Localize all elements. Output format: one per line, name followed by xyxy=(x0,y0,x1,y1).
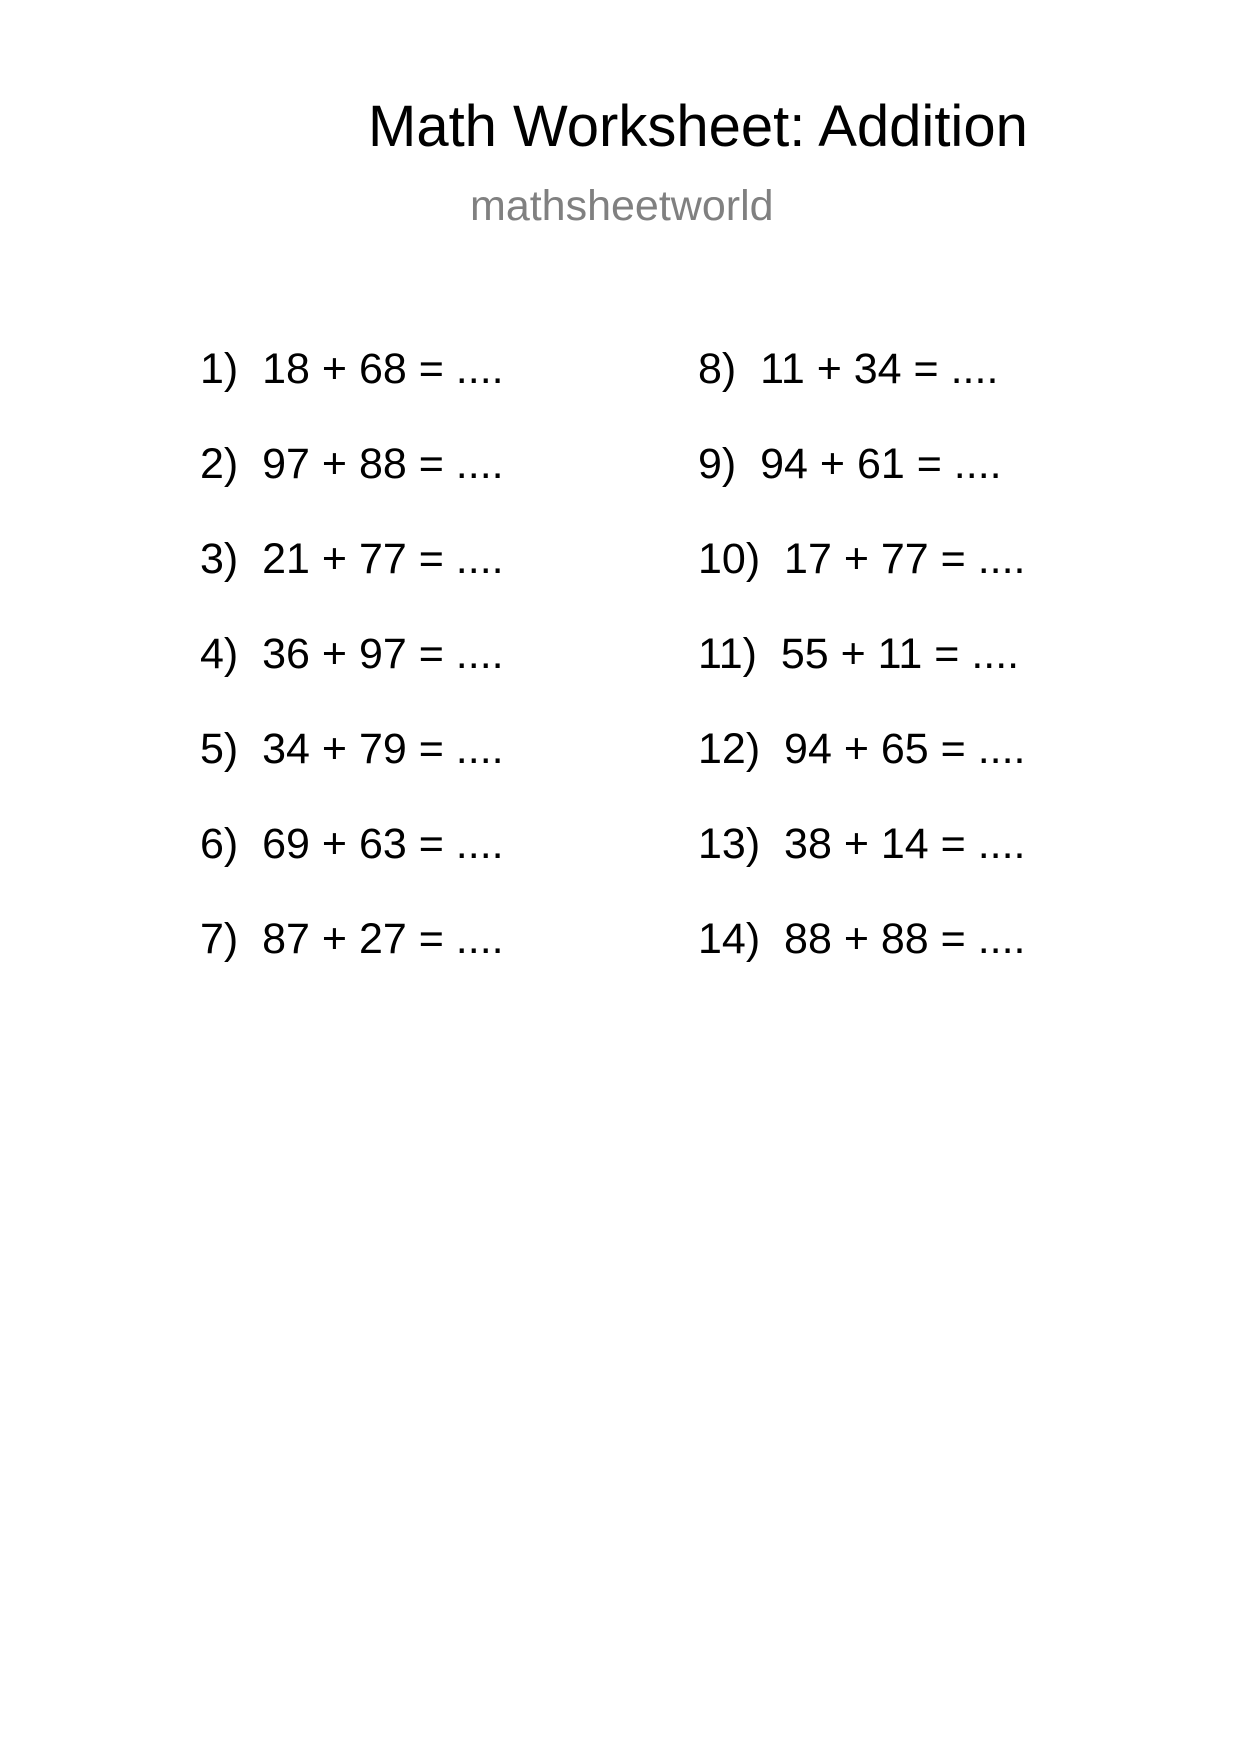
problem-5: 5) 34 + 79 = .... xyxy=(200,725,504,773)
problems-left-column xyxy=(200,345,504,1013)
problem-6: 6) 69 + 63 = .... xyxy=(200,820,504,868)
problems-right-column xyxy=(698,345,1026,1013)
problem-4: 4) 36 + 97 = .... xyxy=(200,630,504,678)
problem-14: 14) 88 + 88 = .... xyxy=(698,915,1026,963)
problem-11: 11) 55 + 11 = .... xyxy=(698,630,1020,678)
problem-3: 3) 21 + 77 = .... xyxy=(200,535,504,583)
page-title: Math Worksheet: Addition xyxy=(368,94,1028,159)
problem-12: 12) 94 + 65 = .... xyxy=(698,725,1026,773)
problem-13: 13) 38 + 14 = .... xyxy=(698,820,1026,868)
problem-10: 10) 17 + 77 = .... xyxy=(698,535,1026,583)
page-subtitle: mathsheetworld xyxy=(470,182,774,230)
problem-8: 8) 11 + 34 = .... xyxy=(698,345,999,393)
problem-7: 7) 87 + 27 = .... xyxy=(200,915,504,963)
problem-1: 1) 18 + 68 = .... xyxy=(200,345,504,393)
problem-2: 2) 97 + 88 = .... xyxy=(200,440,504,488)
problem-9: 9) 94 + 61 = .... xyxy=(698,440,1002,488)
